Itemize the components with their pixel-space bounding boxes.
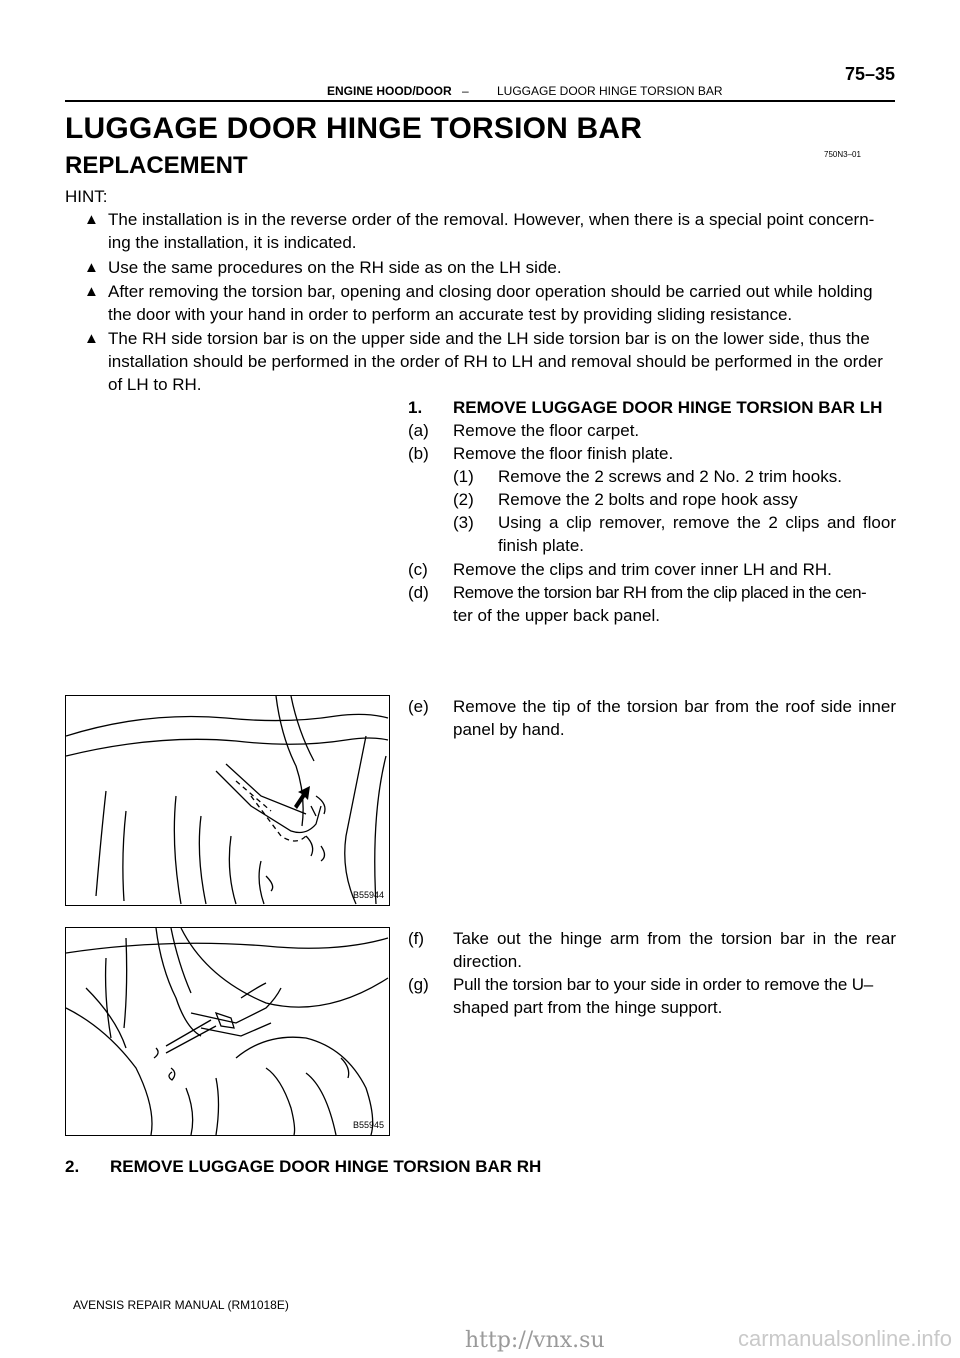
- bullet-triangle-icon: ▲: [84, 283, 99, 300]
- substep-num: (b): [408, 444, 429, 463]
- substep-num: (a): [408, 421, 429, 440]
- header-topic: LUGGAGE DOOR HINGE TORSION BAR: [497, 84, 723, 98]
- substep-num: (2): [453, 490, 474, 509]
- bullet-triangle-icon: ▲: [84, 330, 99, 347]
- page-number: 75–35: [845, 64, 896, 84]
- substep-num: (d): [408, 583, 429, 602]
- substep-text: panel by hand.: [453, 720, 565, 739]
- hint-bullet-3-line-1: After removing the torsion bar, opening and closing door operation should be carried out while holding: [108, 282, 873, 301]
- substep-text: direction.: [453, 952, 522, 971]
- substep-num: (3): [453, 513, 474, 532]
- figure-hinge-arm: [65, 927, 390, 1136]
- figure-1-code: B55944: [353, 890, 385, 900]
- substep-text: finish plate.: [498, 536, 584, 555]
- substep-text: Remove the clips and trim cover inner LH and RH.: [453, 560, 832, 579]
- header-section: ENGINE HOOD/DOOR: [327, 84, 452, 98]
- substep-text: Pull the torsion bar to your side in order to remove the U–: [453, 975, 874, 994]
- figure-1-illustration: [66, 696, 389, 905]
- watermark: carmanualsonline.info: [738, 1326, 953, 1351]
- hint-bullet-4-line-1: The RH side torsion bar is on the upper side and the LH side torsion bar is on the lower side, thus the: [108, 329, 870, 348]
- substep-text: Remove the torsion bar RH from the clip placed in the cen-: [453, 583, 867, 602]
- document-id: 750N3–01: [824, 150, 861, 159]
- substep-text: ter of the upper back panel.: [453, 606, 660, 625]
- step-1-heading: REMOVE LUGGAGE DOOR HINGE TORSION BAR LH: [453, 398, 883, 417]
- substep-text: Remove the floor finish plate.: [453, 444, 674, 463]
- header-dash: –: [462, 84, 469, 98]
- hint-bullet-1-line-1: The installation is in the reverse order of the removal. However, when there is a special point concern-: [108, 210, 875, 229]
- substep-text: Remove the 2 bolts and rope hook assy: [498, 490, 798, 509]
- bullet-triangle-icon: ▲: [84, 259, 99, 276]
- bullet-triangle-icon: ▲: [84, 211, 99, 228]
- substep-num: (g): [408, 975, 429, 994]
- substep-text: shaped part from the hinge support.: [453, 998, 723, 1017]
- substep-text: Remove the floor carpet.: [453, 421, 640, 440]
- footer-manual-ref: AVENSIS REPAIR MANUAL (RM1018E): [73, 1298, 289, 1312]
- header-rule: [65, 100, 895, 102]
- hint-bullet-4-line-3: of LH to RH.: [108, 375, 202, 394]
- figure-torsion-bar-tip: [65, 695, 390, 906]
- hint-bullet-1-line-2: ing the installation, it is indicated.: [108, 233, 357, 252]
- page-title: LUGGAGE DOOR HINGE TORSION BAR: [65, 112, 643, 145]
- figure-2-illustration: [66, 928, 389, 1135]
- substep-text: Using a clip remover, remove the 2 clips and floor: [498, 513, 896, 532]
- source-link[interactable]: http://vnx.su: [465, 1328, 605, 1353]
- substep-text: Remove the tip of the torsion bar from the roof side inner: [453, 697, 896, 716]
- substep-text: Take out the hinge arm from the torsion bar in the rear: [453, 929, 896, 948]
- hint-label: HINT:: [65, 187, 108, 206]
- step-1-number: 1.: [408, 398, 423, 417]
- substep-num: (c): [408, 560, 428, 579]
- substep-num: (1): [453, 467, 474, 486]
- hint-bullet-2: Use the same procedures on the RH side as on the LH side.: [108, 258, 562, 277]
- step-2-number: 2.: [65, 1157, 80, 1176]
- hint-bullet-4-line-2: installation should be performed in the order of RH to LH and removal should be performed in the order: [108, 352, 883, 371]
- hint-bullet-3-line-2: the door with your hand in order to perform an accurate test by providing sliding resistance.: [108, 305, 793, 324]
- substep-text: Remove the 2 screws and 2 No. 2 trim hooks.: [498, 467, 842, 486]
- page-subtitle: REPLACEMENT: [65, 152, 248, 179]
- substep-num: (e): [408, 697, 429, 716]
- substep-num: (f): [408, 929, 425, 948]
- step-2-heading: REMOVE LUGGAGE DOOR HINGE TORSION BAR RH: [110, 1157, 542, 1176]
- figure-2-code: B55945: [353, 1120, 385, 1130]
